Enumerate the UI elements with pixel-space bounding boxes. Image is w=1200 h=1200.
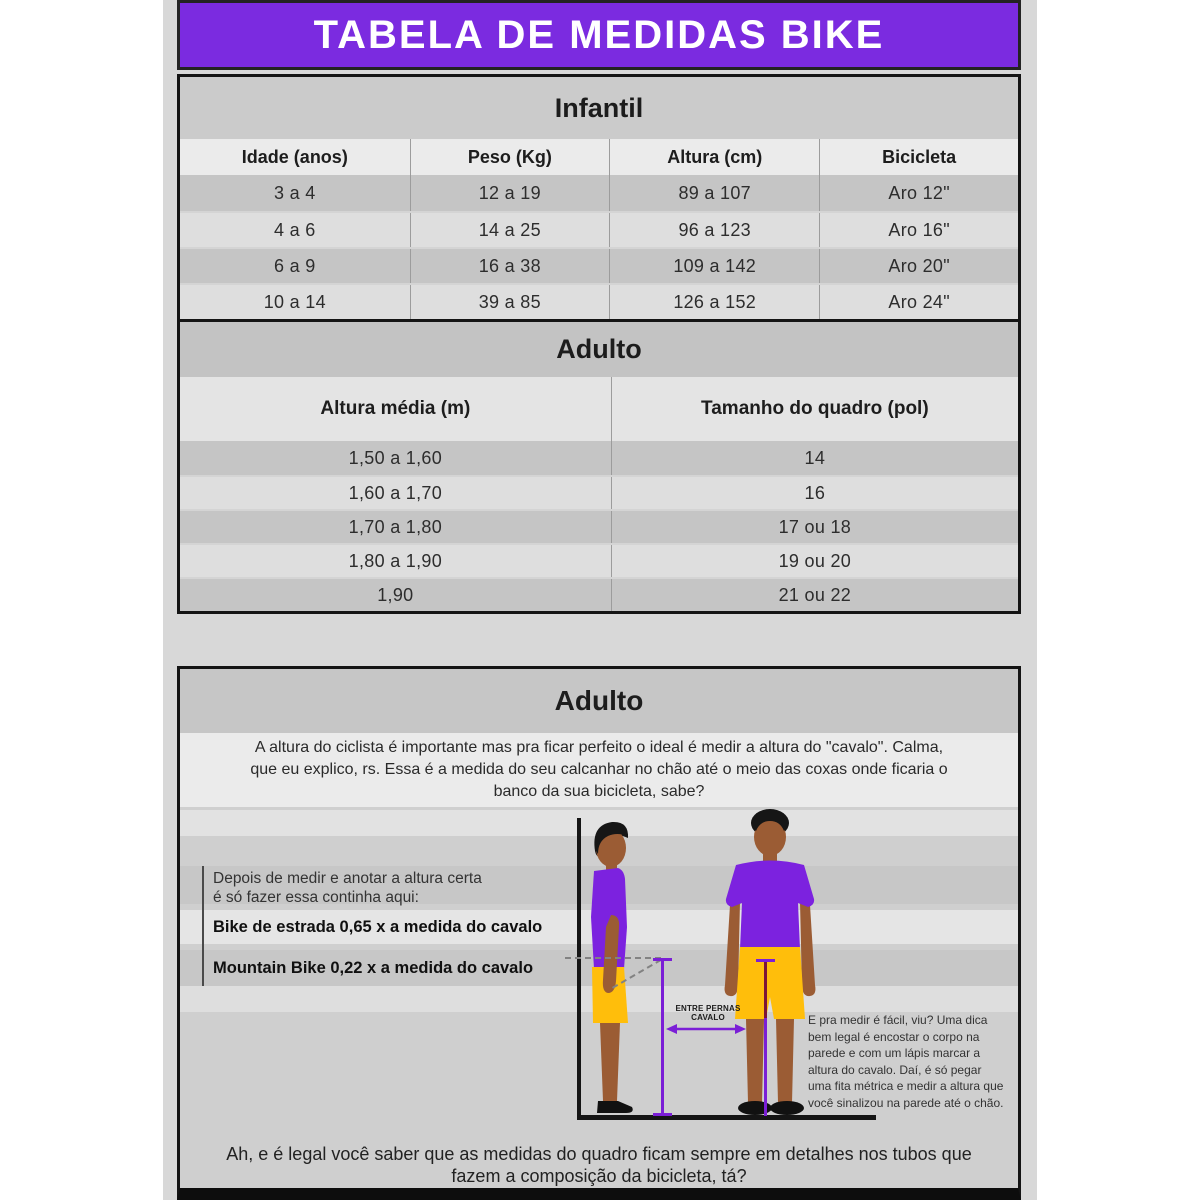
measure-line-left [661, 958, 664, 1116]
column-header: Tamanho do quadro (pol) [611, 377, 1018, 441]
measuring-tip-text: E pra medir é fácil, viu? Uma dica bem legal é encostar o corpo na parede e com um lápis marcar a altura do cavalo. Daí, é só pegar uma fita métrica e medir a altura que você sinalizou na parede até o chão. [808, 1013, 1004, 1110]
table-cell: 1,80 a 1,90 [348, 550, 443, 571]
measure-cap [653, 958, 672, 961]
column-header: Bicicleta [819, 139, 1018, 175]
size-tables-card [177, 74, 1021, 614]
footer-note-band [180, 1142, 1018, 1188]
table-row [180, 475, 1018, 509]
table-cell: 16 [611, 477, 1018, 509]
guide-intro-band [180, 733, 1018, 807]
table-cell: 96 a 123 [609, 213, 819, 247]
steps-intro-text: Depois de medir e anotar a altura certa é só fazer essa continha aqui: [213, 870, 482, 906]
inseam-line [764, 962, 767, 1018]
table-cell: 1,60 a 1,70 [348, 482, 443, 503]
text-block-rule [202, 866, 204, 986]
cavalo-height-dashed-line [565, 957, 661, 959]
table-cell: Aro 20" [819, 249, 1018, 283]
column-header: Altura (cm) [609, 139, 819, 175]
table-cell: 4 a 6 [274, 219, 316, 240]
road-bike-formula: Bike de estrada 0,65 x a medida do cavalo [213, 918, 543, 936]
adulto-guide-header: Adulto [180, 669, 1018, 733]
table-cell: 21 ou 22 [611, 579, 1018, 611]
table-cell: 14 a 25 [410, 213, 609, 247]
measuring-guide-card [177, 666, 1021, 1200]
table-cell: 1,50 a 1,60 [348, 447, 443, 468]
table-cell: 16 a 38 [410, 249, 609, 283]
table-cell: Aro 24" [819, 285, 1018, 319]
table-cell: 14 [611, 441, 1018, 475]
column-header: Idade (anos) [241, 146, 348, 167]
table-row [180, 577, 1018, 611]
adulto-header-row [180, 377, 1018, 441]
table-cell: 6 a 9 [274, 255, 316, 276]
poster-title-bar [177, 0, 1021, 70]
table-cell: 19 ou 20 [611, 545, 1018, 577]
measure-cap [653, 1113, 672, 1116]
table-cell: 3 a 4 [274, 182, 316, 203]
table-cell: Aro 12" [819, 175, 1018, 211]
column-header: Altura média (m) [320, 398, 471, 419]
table-row [180, 509, 1018, 543]
entre-pernas-label: ENTRE PERNAS CAVALO [675, 1004, 741, 1022]
table-cell: 39 a 85 [410, 285, 609, 319]
poster-title: TABELA DE MEDIDAS BIKE [313, 12, 885, 57]
diagram-area [180, 807, 1018, 1142]
mountain-bike-formula: Mountain Bike 0,22 x a medida do cavalo [213, 959, 534, 977]
table-row [180, 211, 1018, 247]
double-arrow-icon [666, 1023, 746, 1035]
table-row [180, 441, 1018, 475]
table-cell: 1,90 [377, 584, 414, 605]
infantil-header-row [180, 139, 1018, 175]
table-cell: 109 a 142 [609, 249, 819, 283]
adulto-section-header: Adulto [180, 319, 1018, 377]
table-cell: 10 a 14 [263, 291, 326, 312]
table-cell: 12 a 19 [410, 175, 609, 211]
guide-intro-text: A altura do ciclista é importante mas pra ficar perfeito o ideal é medir a altura do "cavalo". Calma, que eu explico, rs. Essa é a medida do seu calcanhar no chão até o meio das coxas onde ficaria o banco da sua bicicleta, sabe? [250, 739, 948, 800]
infantil-section-header: Infantil [180, 77, 1018, 139]
column-header: Peso (Kg) [410, 139, 609, 175]
table-cell: 1,70 a 1,80 [348, 516, 443, 537]
table-cell: 17 ou 18 [611, 511, 1018, 543]
table-row [180, 247, 1018, 283]
table-row [180, 175, 1018, 211]
table-cell: 89 a 107 [609, 175, 819, 211]
table-cell: Aro 16" [819, 213, 1018, 247]
table-row [180, 283, 1018, 319]
table-cell: 126 a 152 [609, 285, 819, 319]
footer-note-text: Ah, e é legal você saber que as medidas do quadro ficam sempre em detalhes nos tubos que fazem a composição da bicicleta, tá? [226, 1144, 972, 1186]
table-row [180, 543, 1018, 577]
